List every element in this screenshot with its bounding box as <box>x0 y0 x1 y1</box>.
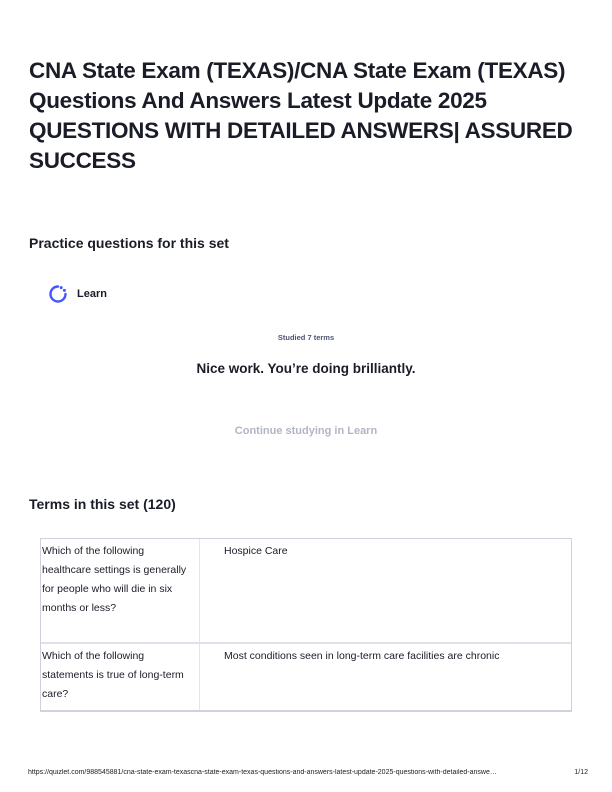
page-title: CNA State Exam (TEXAS)/CNA State Exam (TEXAS) Questions And Answers Latest Update 2025 QUESTIONS WITH DETAILED ANSWERS| ASSURED SUCCESS <box>29 58 573 173</box>
term-row <box>41 539 571 644</box>
studied-count: Studied 7 terms <box>277 333 335 342</box>
terms-heading: Terms in this set (120) <box>29 496 176 512</box>
continue-learn-button[interactable]: Continue studying in Learn <box>234 425 378 437</box>
practice-heading: Practice questions for this set <box>29 235 229 251</box>
term-question: Which of the following healthcare settings is generally for people who will die in six months or less? <box>41 539 200 642</box>
print-url: https://quizlet.com/988545881/cna-state-exam-texascna-state-exam-texas-questions-and-answers-latest-update-2025-questions-with-detailed-answe… <box>28 769 497 776</box>
term-question: Which of the following statements is true of long-term care? <box>41 644 200 710</box>
term-answer: Most conditions seen in long-term care facilities are chronic <box>224 650 500 662</box>
practice-card <box>29 267 583 462</box>
term-row <box>41 644 571 711</box>
learn-icon <box>48 284 68 304</box>
progress-message: Nice work. You’re doing brilliantly. <box>196 361 416 376</box>
learn-label: Learn <box>77 288 107 300</box>
term-answer: Hospice Care <box>224 545 288 557</box>
page-number: 1/12 <box>574 769 588 776</box>
terms-table <box>40 538 572 712</box>
learn-mode-button[interactable] <box>48 284 107 304</box>
